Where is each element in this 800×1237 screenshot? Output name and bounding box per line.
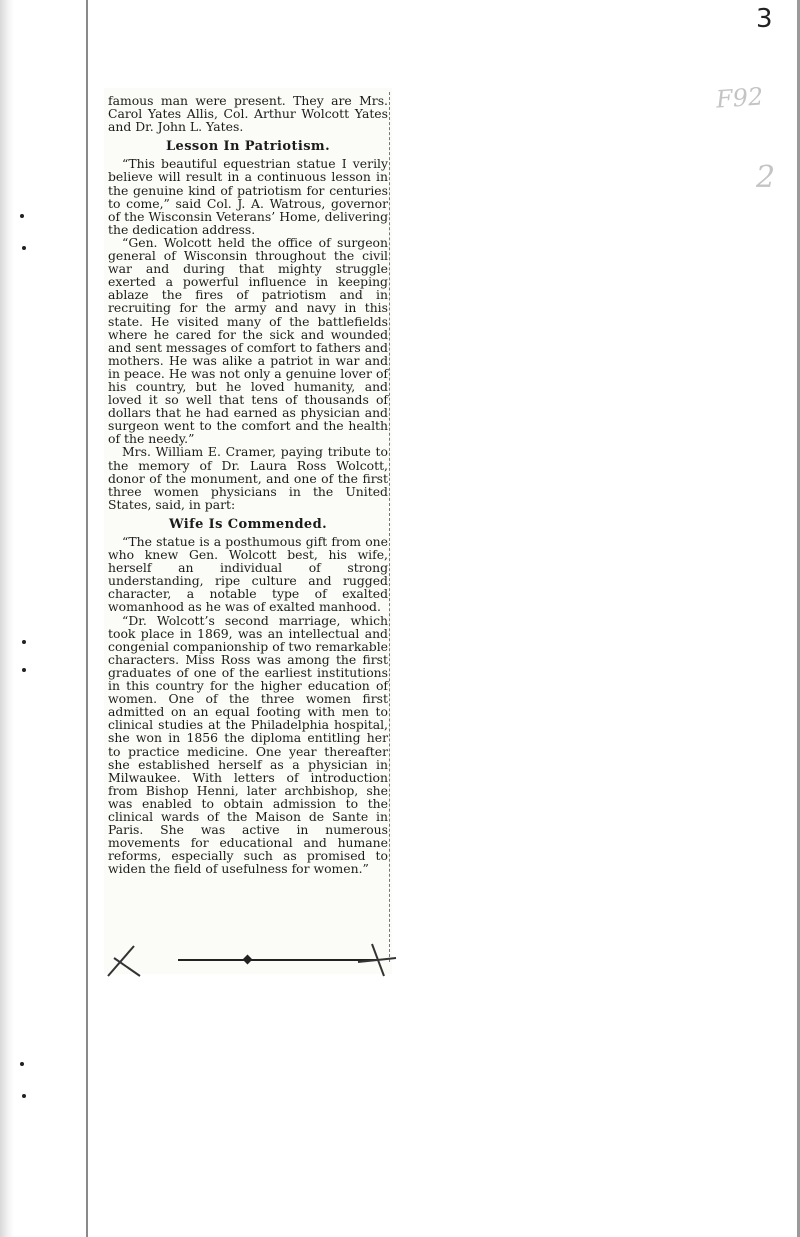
- paragraph: “The statue is a posthumous gift from one who knew Gen. Wolcott best, his wife, herself an individual of strong understanding, ripe culture and rugged character, a notable type of exalted womanhood as he was of exalted manhood.: [108, 534, 388, 615]
- section-heading: Lesson In Patriotism.: [165, 139, 330, 155]
- pencil-annotation: 2: [756, 160, 776, 195]
- binding-mark: [22, 668, 26, 672]
- paragraph: Mrs. William E. Cramer, paying tribute to the memory of Dr. Laura Ross Wolcott, donor of the monument, and one of the first three women physicians in the United States, said, in part:: [108, 444, 388, 512]
- clipping-edge: [389, 92, 391, 962]
- binding-mark: [22, 1094, 26, 1098]
- paragraph: “This beautiful equestrian statue I verily believe will result in a continuous lesson in the genuine kind of patriotism for centuries to come,” said Col. J. A. Watrous, governor of the Wisconsin Veterans’ Home, delivering the dedication address.: [108, 156, 388, 237]
- binding-mark: [20, 214, 24, 218]
- paragraph: “Dr. Wolcott’s second marriage, which took place in 1869, was an intellectual and congenial companionship of two remarkable characters. Miss Ross was among the first graduates of one of the earliest institutions in this country for the higher education of women. One of the three women first admitted on an equal footing with men to clinical studies at the Philadelphia hospital, she won in 1856 the diploma entitling her to practice medicine. One year thereafter she established herself as a physician in Milwaukee. With letters of introduction from Bishop Henni, later archbishop, she was enabled to obtain admission to the clinical wards of the Maison de Sante in Paris. She was active in numerous movements for educational and humane reforms, especially such as promised to widen the field of usefulness for women.”: [108, 612, 388, 877]
- pencil-annotation: F92: [715, 82, 765, 114]
- margin-rule: [86, 0, 88, 1237]
- binding-mark: [20, 1062, 24, 1066]
- binding-mark: [22, 246, 26, 250]
- binding-mark: [22, 640, 26, 644]
- section-heading: Wife Is Commended.: [168, 516, 328, 532]
- pen-cross-marks: [100, 936, 400, 982]
- paragraph: “Gen. Wolcott held the office of surgeon general of Wisconsin throughout the civil war and during that mighty struggle exerted a powerful influence in keeping ablaze the fires of patriotism and in recruiting for the army and navy in this state. He visited many of the battlefields where he cared for the sick and wounded and sent messages of comfort to fathers and mothers. He was alike a patriot in war and in peace. He was not only a genuine lover of his country, but he loved humanity, and loved it so well that tens of thousands of dollars that he had earned as physician and surgeon went to the comfort and the health of the needy.”: [108, 234, 388, 447]
- intro-paragraph: famous man were present. They are Mrs. Carol Yates Allis, Col. Arthur Wolcott Yates and Dr. John L. Yates.: [108, 93, 388, 135]
- page-left-edge: [0, 0, 14, 1237]
- clipping-text: [108, 94, 388, 875]
- page-number: 3: [756, 4, 773, 34]
